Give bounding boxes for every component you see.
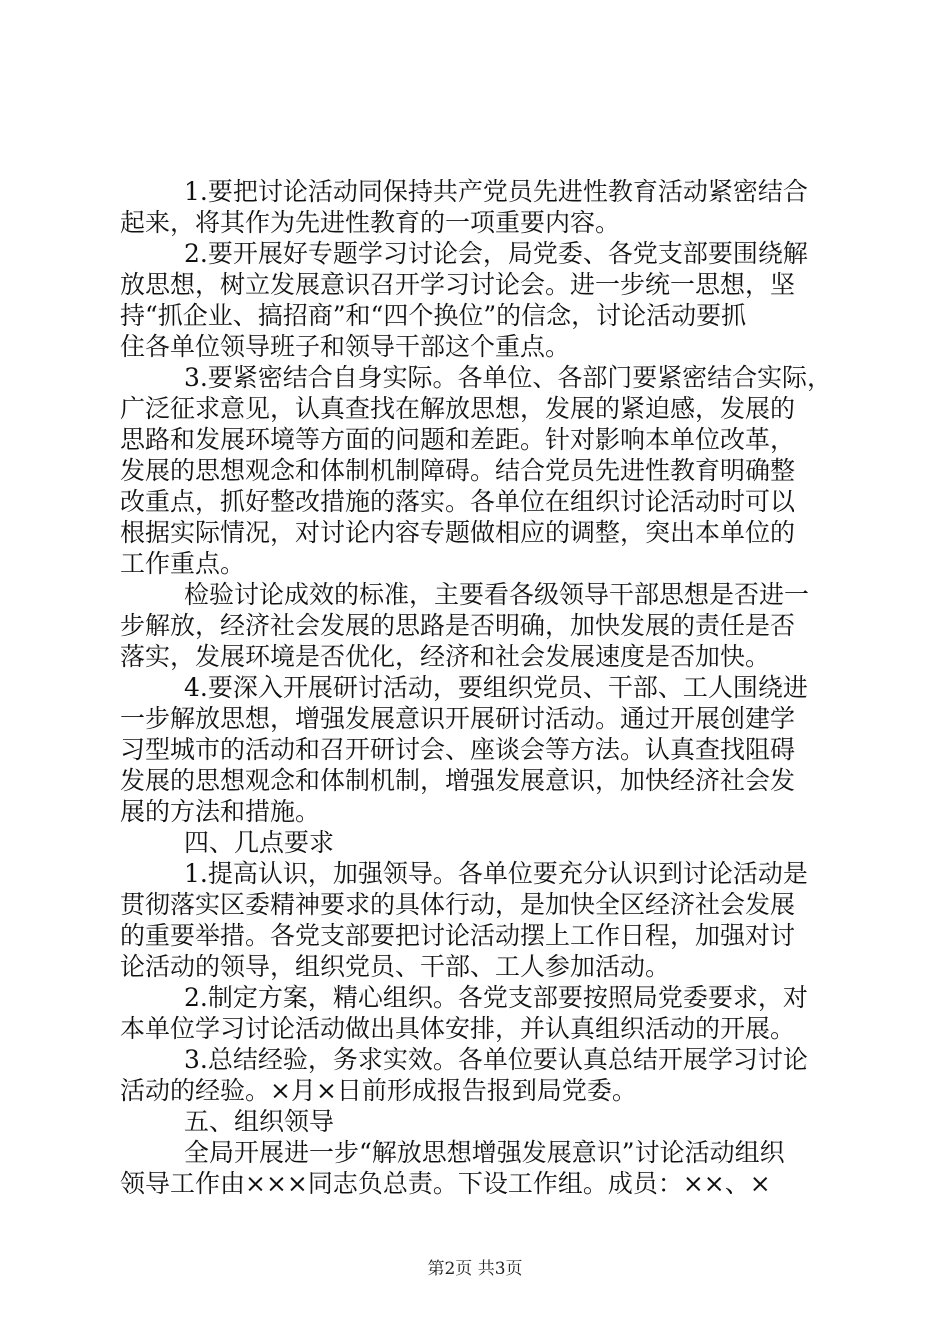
paragraph-line: 全局开展进一步“解放思想增强发展意识”讨论活动组织 (184, 1138, 785, 1167)
page-number-label: 第2页 共3页 (427, 1259, 523, 1279)
paragraph-line: 1.要把讨论活动同保持共产党员先进性教育活动紧密结合 (184, 177, 808, 206)
paragraph-line: 的重要举措。各党支部要把讨论活动摆上工作日程，加强对讨 (120, 921, 796, 950)
paragraph-line: 改重点，抓好整改措施的落实。各单位在组织讨论活动时可以 (120, 487, 796, 516)
paragraph-line: 活动的经验。×月×日前形成报告报到局党委。 (120, 1076, 637, 1105)
paragraph-line: 3.总结经验，务求实效。各单位要认真总结开展学习讨论 (184, 1045, 808, 1074)
section-heading: 五、组织领导 (184, 1107, 335, 1136)
paragraph-line: 发展的思想观念和体制机制，增强发展意识，加快经济社会发 (120, 766, 796, 795)
paragraph-line: 根据实际情况，对讨论内容专题做相应的调整，突出本单位的 (120, 518, 796, 547)
paragraph-line: 习型城市的活动和召开研讨会、座谈会等方法。认真查找阻碍 (120, 735, 796, 764)
paragraph-line: 发展的思想观念和体制机制障碍。结合党员先进性教育明确整 (120, 456, 796, 485)
paragraph-line: 步解放，经济社会发展的思路是否明确，加快发展的责任是否 (120, 611, 796, 640)
paragraph-line: 住各单位领导班子和领导干部这个重点。 (120, 332, 571, 361)
paragraph-line: 贯彻落实区委精神要求的具体行动，是加快全区经济社会发展 (120, 890, 796, 919)
paragraph-line: 1.提高认识，加强领导。各单位要充分认识到讨论活动是 (184, 859, 808, 888)
section-heading: 四、几点要求 (184, 828, 335, 857)
paragraph-line: 展的方法和措施。 (120, 797, 321, 826)
paragraph-line: 3.要紧密结合自身实际。各单位、各部门要紧密结合实际， (184, 363, 832, 392)
paragraph-line: 起来，将其作为先进性教育的一项重要内容。 (120, 208, 621, 237)
paragraph-line: 持“抓企业、搞招商”和“四个换位”的信念，讨论活动要抓 (120, 301, 747, 330)
paragraph-line: 工作重点。 (120, 549, 246, 578)
paragraph-line: 领导工作由×××同志负总责。下设工作组。成员：××、× (120, 1169, 771, 1198)
paragraph-line: 2.要开展好专题学习讨论会，局党委、各党支部要围绕解 (184, 239, 808, 268)
paragraph-line: 检验讨论成效的标准，主要看各级领导干部思想是否进一 (184, 580, 810, 609)
paragraph-line: 2.制定方案，精心组织。各党支部要按照局党委要求，对 (184, 983, 808, 1012)
document-body (120, 176, 832, 1199)
paragraph-line: 思路和发展环境等方面的问题和差距。针对影响本单位改革， (120, 425, 796, 454)
paragraph-line: 广泛征求意见，认真查找在解放思想，发展的紧迫感，发展的 (120, 394, 796, 423)
paragraph-line: 本单位学习讨论活动做出具体安排，并认真组织活动的开展。 (120, 1014, 796, 1043)
paragraph-line: 落实，发展环境是否优化，经济和社会发展速度是否加快。 (120, 642, 771, 671)
paragraph-line: 4.要深入开展研讨活动，要组织党员、干部、工人围绕进 (184, 673, 808, 702)
page-footer (0, 1258, 950, 1280)
paragraph-line: 一步解放思想，增强发展意识开展研讨活动。通过开展创建学 (120, 704, 796, 733)
paragraph-line: 论活动的领导，组织党员、干部、工人参加活动。 (120, 952, 671, 981)
paragraph-line: 放思想，树立发展意识召开学习讨论会。进一步统一思想，坚 (120, 270, 796, 299)
